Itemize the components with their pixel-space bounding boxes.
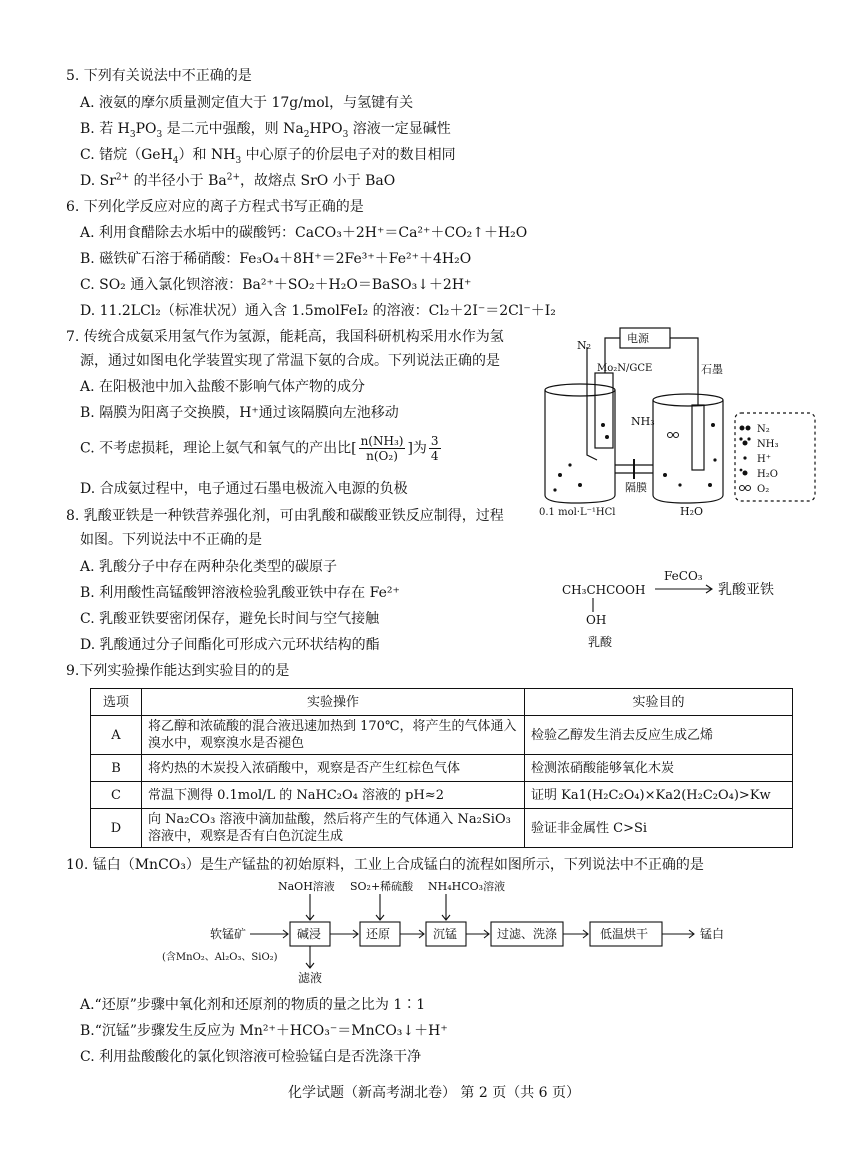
reagent-so2: SO₂+稀硫酸 [350,880,414,893]
legend-n2: N₂ [757,424,770,435]
flow-step-precipitate: 沉锰 [433,927,458,941]
flow-step-reduce: 还原 [366,927,391,941]
table-cell-option: D [91,809,142,848]
flow-start-ore: 软锰矿 [210,927,247,941]
table-row [91,716,793,755]
flow-waste-filtrate: 滤液 [298,971,323,985]
q8-stem-line1: 8. 乳酸亚铁是一种铁营养强化剂，可由乳酸和碳酸亚铁反应制得，过程 [66,508,504,524]
q5-stem: 5. 下列有关说法中不正确的是 [66,68,252,84]
q8-option-c: C. 乳酸亚铁要密闭保存，避免长时间与空气接触 [80,611,380,627]
q7-option-d: D. 合成氨过程中，电子通过石墨电极流入电源的负极 [80,481,408,497]
q7-stem-line2: 源，通过如图电化学装置实现了常温下氨的合成。下列说法正确的是 [80,353,500,369]
legend-o2: O₂ [757,484,770,495]
legend-nh3: NH₃ [757,439,779,450]
table-cell-option: A [91,716,142,755]
q9-experiment-table [90,688,793,848]
flow-end-product: 锰白 [700,927,725,941]
q7-option-a: A. 在阳极池中加入盐酸不影响气体产物的成分 [80,379,366,395]
graphite-electrode [692,405,704,470]
reagent-feco3: FeCO₃ [664,569,703,583]
flow-step-filter: 过滤、洗涤 [497,927,558,941]
table-cell-operation: 常温下测得 0.1mol/L 的 NaHC₂O₄ 溶液的 pH≈2 [142,782,525,809]
legend-h-plus: H⁺ [757,454,771,465]
nh3-label: NH₃ [631,415,655,428]
q7-option-c: C. 不考虑损耗，理论上氨气和氧气的产出比[ $\frac{\text{n(NH₃)}}{\text{n(O₂)}}$ ]为 $\frac{3}{4}$ [80,434,439,463]
q10-option-c: C. 利用盐酸酸化的氯化钡溶液可检验锰白是否洗涤干净 [80,1049,422,1065]
product-label: 乳酸亚铁 [718,582,774,598]
table-row [91,755,793,782]
lactic-acid-formula: CH₃CHCOOH [562,583,646,597]
flow-start-note: (含MnO₂、Al₂O₃、SiO₂) [162,952,278,963]
table-cell-goal: 证明 Ka1(H₂C₂O₄)×Ka2(H₂C₂O₄)>Kw [525,782,793,809]
q8-option-b: B. 利用酸性高锰酸钾溶液检验乳酸亚铁中存在 Fe²⁺ [80,585,400,601]
table-cell-goal: 检验乙醇发生消去反应生成乙烯 [525,716,793,755]
q5-option-d: D. $Sr^{2+}$ 的半径小于 $Ba^{2+}$，故熔点 SrO 小于 BaO [80,172,396,189]
q10-option-b: B.“沉锰”步骤发生反应为 Mn²⁺＋HCO₃⁻＝MnCO₃↓＋H⁺ [80,1023,448,1039]
page-footer: 化学试题（新高考湖北卷） 第 2 页（共 6 页） [287,1085,581,1101]
table-row [91,809,793,848]
q6-option-a: A. 利用食醋除去水垢中的碳酸钙：CaCO₃＋2H⁺＝Ca²⁺＋CO₂↑＋H₂O [80,225,528,241]
q8-option-d: D. 乳酸通过分子间酯化可形成六元环状结构的酯 [80,637,380,653]
table-cell-operation: 向 Na₂CO₃ 溶液中滴加盐酸，然后将产生的气体通入 Na₂SiO₃ 溶液中，观察是否有白色沉淀生成 [142,809,525,848]
q5-option-b: B. 若 $H_3PO_3$ 是二元中强酸，则 $Na_2HPO_3$ 溶液一定显碱性 [80,121,451,140]
q6-option-b: B. 磁铁矿石溶于稀硝酸：Fe₃O₄＋8H⁺＝2Fe³⁺＋Fe²⁺＋4H₂O [80,251,472,267]
legend-h2o: H₂O [757,469,778,480]
q8-option-a: A. 乳酸分子中存在两种杂化类型的碳原子 [80,559,338,575]
right-solution-label: H₂O [680,505,704,518]
q7-ratio-value: $\frac{3}{4}$ [430,434,439,463]
reagent-nh4hco3: NH₄HCO₃溶液 [428,880,506,893]
table-header-row [91,689,793,716]
table-header-operation: 实验操作 [142,689,525,716]
graphite-label: 石墨 [701,363,723,376]
table-cell-goal: 检测浓硝酸能够氧化木炭 [525,755,793,782]
q10-process-flow [160,878,780,988]
reagent-naoh: NaOH溶液 [278,880,335,893]
table-row [91,782,793,809]
q5-option-c: C. 锗烷（GeH$_4$）和 $NH_3$ 中心原子的价层电子对的数目相同 [80,147,456,166]
q8-reaction-figure [560,562,800,652]
cathode-label: Mo₂N/GCE [597,363,653,374]
q7-ratio-fraction: $\frac{\text{n(NH₃)}}{\text{n(O₂)}}$ [360,434,404,463]
right-beaker [653,400,723,503]
q10-option-a: A.“还原”步骤中氧化剂和还原剂的物质的量之比为 1∶1 [80,997,426,1013]
q7-electrolysis-figure [535,325,820,520]
flow-step-dry: 低温烘干 [600,927,649,941]
power-label: 电源 [627,332,649,345]
q7-stem-line1: 7. 传统合成氨采用氢气作为氢源，能耗高，我国科研机构采用水作为氢 [66,329,504,345]
table-cell-option: B [91,755,142,782]
table-header-goal: 实验目的 [525,689,793,716]
q6-stem: 6. 下列化学反应对应的离子方程式书写正确的是 [66,199,364,215]
q10-stem: 10. 锰白（MnCO₃）是生产锰盐的初始原料，工业上合成锰白的流程如图所示，下列说法中不正确的是 [66,857,704,873]
n2-label: N₂ [577,339,592,352]
q9-stem: 9.下列实验操作能达到实验目的的是 [66,663,290,679]
q5-option-a: A. 液氨的摩尔质量测定值大于 17g/mol，与氢键有关 [80,95,414,111]
q6-option-d: D. 11.2LCl₂（标准状况）通入含 1.5molFeI₂ 的溶液：Cl₂＋2I⁻＝2Cl⁻＋I₂ [80,303,556,319]
table-cell-goal: 验证非金属性 C>Si [525,809,793,848]
table-cell-operation: 将乙醇和浓硫酸的混合液迅速加热到 170℃，将产生的气体通入溴水中，观察溴水是否褪色 [142,716,525,755]
flow-step-alkali: 碱浸 [297,927,322,941]
table-cell-option: C [91,782,142,809]
table-cell-operation: 将灼热的木炭投入浓硝酸中，观察是否产生红棕色气体 [142,755,525,782]
table-header-option: 选项 [91,689,142,716]
left-solution-label: 0.1 mol·L⁻¹HCl [539,507,616,518]
lactic-acid-oh: OH [586,613,607,627]
lactic-acid-name: 乳酸 [588,635,613,649]
q8-stem-line2: 如图。下列说法中不正确的是 [80,532,262,548]
q7-option-b: B. 隔膜为阳离子交换膜，H⁺通过该隔膜向左池移动 [80,405,399,421]
q6-option-c: C. SO₂ 通入氯化钡溶液：Ba²⁺＋SO₂＋H₂O＝BaSO₃↓＋2H⁺ [80,277,472,293]
membrane-label: 隔膜 [625,481,647,494]
